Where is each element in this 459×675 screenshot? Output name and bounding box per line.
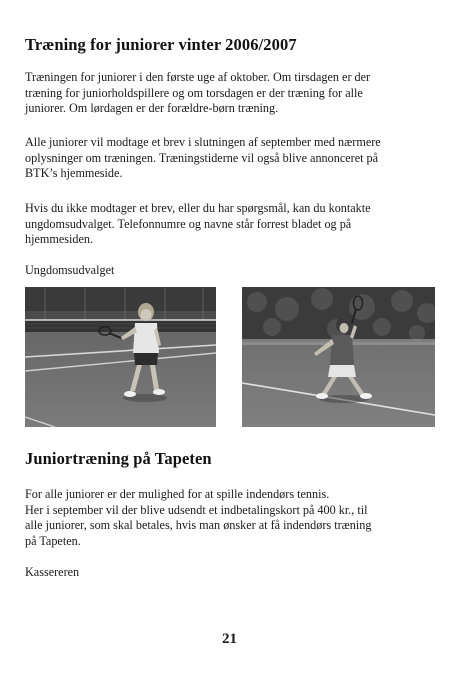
page-number: 21 — [222, 631, 237, 647]
photo-girl-tennis-court-icon — [25, 287, 216, 427]
text-line: hjemmesiden. — [25, 232, 94, 247]
photo-boy-tennis-court-icon — [242, 287, 435, 427]
text-line: oplysninger om træningen. Træningstiderne vil også blive annonceret på — [25, 150, 379, 165]
text-line: juniorer. Om lørdagen er der forældre-børn træning. — [25, 101, 279, 116]
section-title-winter-training: Træning for juniorer vinter 2006/2007 — [25, 35, 297, 54]
text-line: ungdomsudvalget. Telefonnumre og navne står forrest bladet og på — [25, 216, 352, 231]
section-title-tapeten-training: Juniortræning på Tapeten — [25, 449, 212, 468]
text-line: For alle juniorer er der mulighed for at spille indendørs tennis. — [25, 487, 330, 501]
text-line: Her i september vil der blive udsendt et indbetalingskort på 400 kr., til — [25, 502, 368, 517]
text-line: på Tapeten. — [25, 533, 81, 548]
text-line: Træningen for juniorer i den første uge af oktober. Om tirsdagen er der — [25, 70, 371, 84]
text-line: træning for juniorholdspillere og om torsdagen er der træning for alle — [25, 85, 363, 100]
paragraph-letter-info — [25, 135, 425, 182]
signature-youth-committee: Ungdomsudvalget — [25, 263, 115, 277]
text-line: alle juniorer, som skal betales, hvis man ønsker at få indendørs træning — [25, 518, 372, 533]
text-line: Hvis du ikke modtager et brev, eller du har spørgsmål, kan du kontakte — [25, 201, 371, 215]
signature-treasurer: Kassereren — [25, 565, 80, 579]
text-line: BTK’s hjemmeside. — [25, 166, 123, 181]
paragraph-indoor-tennis — [25, 487, 425, 549]
text-line: Alle juniorer vil modtage et brev i slutningen af september med nærmere — [25, 135, 381, 149]
paragraph-training-schedule — [25, 70, 425, 117]
paragraph-contact-info — [25, 201, 425, 248]
